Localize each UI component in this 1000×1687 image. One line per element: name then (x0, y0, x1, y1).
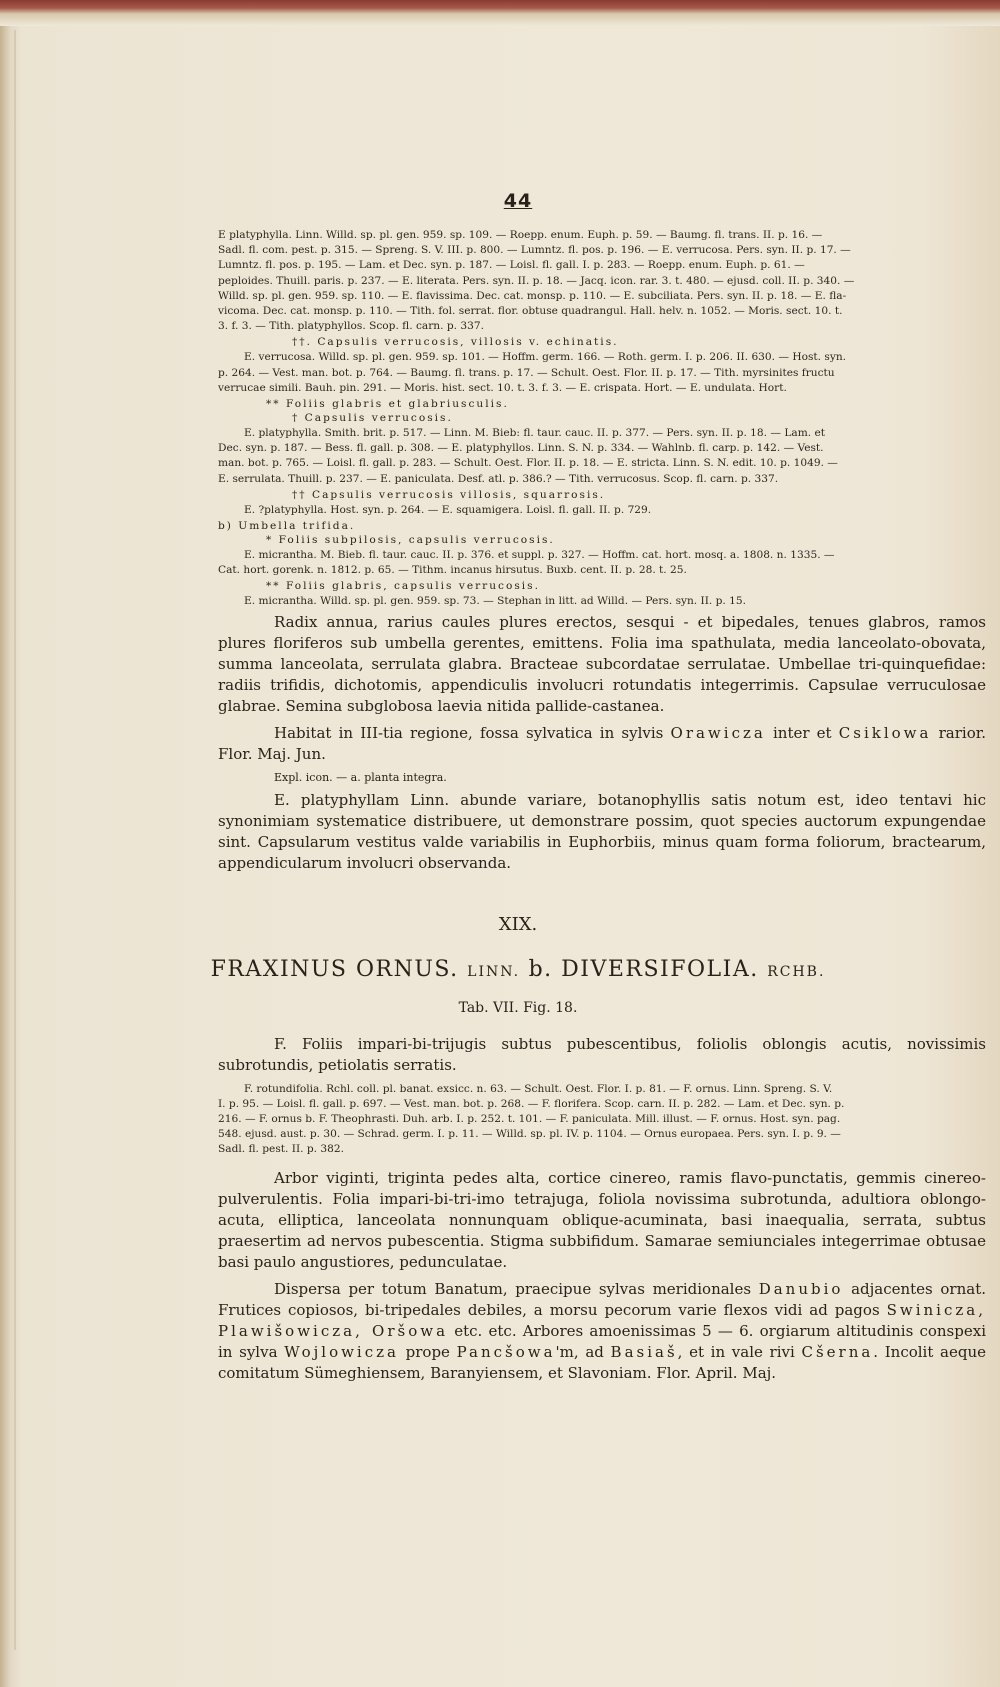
subheading: b) Umbella trifida. (218, 520, 356, 533)
description-text: Radix annua, rarius caules plures erectos, sesqui - et bipedales, tenues glabros, ramos plures floriferos sub umbella gerentes, emittens. Folia ima spathulata, media lanceolato-obovata, summa lanceolata, serrulata glabra. Bracteae subcordatae serrulatae. Umbellae tri-quinquefidae: radiis trifidis, dichotomis, appendiculis involucri rotundatis integerrimis. Capsulae verruculosae glabrae. Semina subglobosa laevia nitida pallide-castanea. (218, 612, 986, 715)
diagnosis-text: F. Foliis impari-bi-trijugis subtus pubescentibus, foliolis oblongis acutis, novissimis subrotundis, petiolatis serratis. (218, 1034, 986, 1074)
locality-name: Orawicza (670, 723, 766, 742)
description-paragraph-2 (218, 1168, 986, 1273)
syn-line: verrucae simili. Bauh. pin. 291. — Moris. hist. sect. 10. t. 3. f. 3. — E. crispata. Hort. — E. undulata. Hort. (218, 381, 787, 394)
section-number: XIX. (498, 913, 538, 935)
subheading: ** Foliis glabris, capsulis verrucosis. (266, 580, 540, 593)
syn-line: Dec. syn. p. 187. — Bess. fl. gall. p. 308. — E. platyphyllos. Linn. S. N. p. 334. — Wahlnb. fl. carp. p. 142. — Vest. (218, 442, 824, 455)
remark-text: E. platyphyllam Linn. abunde variare, botanophyllis satis notum est, ideo tentavi hic synonimiam systematice distribuere, ut demonstrare possim, quot species auctorum expungendae sint. Capsularum vestitus valde variabilis in Euphorbiis, minus quam forma foliorum, bractearum, appendicularum involucri observanda. (218, 790, 986, 872)
species-variety: b. DIVERSIFOLIA. (528, 956, 759, 982)
distribution-text: Dispersa per totum Banatum, praecipue sylvas meridionales (274, 1279, 759, 1298)
plate-reference: Tab. VII. Fig. 18. (458, 999, 578, 1016)
synonymy-block-1 (218, 228, 986, 334)
synonymy-block-6 (218, 594, 986, 609)
habitat-paragraph (218, 723, 986, 765)
diagnosis-paragraph (218, 1034, 986, 1076)
syn-line: peploides. Thuill. paris. p. 237. — E. literata. Pers. syn. II. p. 18. — Jacq. icon. rar. 3. t. 480. — ejusd. coll. II. p. 340. — (218, 274, 855, 287)
synonymy-block-4 (218, 503, 986, 518)
distribution-text: 'm, ad (555, 1342, 611, 1361)
syn-line: vicoma. Dec. cat. monsp. p. 110. — Tith. fol. serrat. flor. obtuse quadrangul. Hall. helv. n. 1052. — Moris. sect. 10. t. (218, 305, 843, 318)
syn-line: E platyphylla. Linn. Willd. sp. pl. gen. 959. sp. 109. — Roepp. enum. Euph. p. 59. — Baumg. fl. trans. II. p. 16. — (218, 229, 823, 241)
syn-line: E. serrulata. Thuill. p. 237. — E. paniculata. Desf. atl. p. 386.? — Tith. verrucosus. Scop. fl. carn. p. 337. (218, 472, 779, 485)
subheading: ** Foliis glabris et glabriusculis. (266, 398, 509, 411)
syn-line: F. rotundifolia. Rchl. coll. pl. banat. exsicc. n. 63. — Schult. Oest. Flor. I. p. 81. — F. ornus. Linn. Spreng. S. V. (244, 1082, 833, 1095)
syn-line: E. platyphylla. Smith. brit. p. 517. — Linn. M. Bieb: fl. taur. cauc. II. p. 377. — Pers. syn. II. p. 18. — Lam. et (244, 427, 826, 440)
remark-paragraph (218, 790, 986, 874)
species-name: FRAXINUS ORNUS. (210, 956, 459, 982)
syn-line: Cat. hort. gorenk. n. 1812. p. 65. — Tithm. incanus hirsutus. Buxb. cent. II. p. 28. t. 25. (218, 564, 687, 577)
locality-name: Wojlowicza (284, 1342, 399, 1361)
species-author: LINN. (467, 963, 521, 980)
description-paragraph (218, 612, 986, 717)
synonymy-block-2 (218, 350, 986, 396)
distribution-text: , et in vale rivi (677, 1342, 802, 1361)
syn-line: E. micrantha. Willd. sp. pl. gen. 959. sp. 73. — Stephan in litt. ad Willd. — Pers. syn. II. p. 15. (244, 595, 747, 608)
locality-name: Basiaš (610, 1342, 678, 1361)
distribution-text: . Incolit aeque comitatum Sümeghiensem, Baranyiensem, et Slavoniam. Flor. April. Maj. (218, 1342, 986, 1382)
syn-line: Sadl. fl. com. pest. p. 315. — Spreng. S. V. III. p. 800. — Lumntz. fl. pos. p. 196. — E. verrucosa. Pers. syn. II. p. 17. — (218, 244, 851, 257)
syn-line: 216. — F. ornus b. F. Theophrasti. Duh. arb. I. p. 252. t. 101. — F. paniculata. Mill. illust. — F. ornus. Host. syn. pag. (218, 1113, 841, 1126)
locality-name: Danubio (758, 1279, 844, 1298)
syn-line: Sadl. fl. pest. II. p. 382. (218, 1143, 344, 1156)
subheading: * Foliis subpilosis, capsulis verrucosis. (266, 534, 555, 547)
syn-line: man. bot. p. 765. — Loisl. fl. gall. p. 283. — Schult. Oest. Flor. II. p. 18. — E. stricta. Linn. S. N. edit. 10. p. 1049. — (218, 457, 838, 470)
habitat-text: Habitat in III-tia regione, fossa sylvatica in sylvis (274, 723, 671, 742)
page-content (210, 190, 987, 1390)
synonymy-block-3 (218, 426, 986, 487)
syn-line: 3. f. 3. — Tith. platyphyllos. Scop. fl. carn. p. 337. (218, 320, 484, 333)
locality-name: Pancšowa (456, 1342, 556, 1361)
synonymy-block-5 (218, 548, 986, 578)
syn-line: E. verrucosa. Willd. sp. pl. gen. 959. sp. 101. — Hoffm. germ. 166. — Roth. germ. I. p. 206. II. 630. — Host. syn. (244, 351, 847, 364)
habitat-text: inter et (765, 723, 839, 742)
syn-line: E. micrantha. M. Bieb. fl. taur. cauc. II. p. 376. et suppl. p. 327. — Hoffm. cat. hort. mosq. a. 1808. n. 1335. — (244, 549, 835, 562)
subheading: † Capsulis verrucosis. (292, 412, 453, 425)
variety-author: RCHB. (767, 963, 826, 980)
locality-name: Swinicza, Plawišowicza, Oršowa (218, 1300, 986, 1340)
species-title (128, 957, 908, 982)
distribution-paragraph (218, 1279, 986, 1384)
subheading: ††. Capsulis verrucosis, villosis v. echinatis. (292, 336, 619, 349)
distribution-text: etc. etc. Arbores amoenissimas 5 — 6. orgiarum altitudinis conspexi in sylva (218, 1321, 986, 1361)
locality-name: Cšerna (801, 1342, 874, 1361)
description-text: Arbor viginti, triginta pedes alta, cortice cinereo, ramis flavo-punctatis, gemmis cinereo-pulverulentis. Folia impari-bi-tri-imo tetrajuga, foliola novissima subrotunda, adultiora oblongo-acuta, elliptica, lanceolata nonnunquam oblique-acuminata, basi inaequalia, serrata, subtus praesertim ad nervos pubescentia. Stigma subbifidum. Samarae semiunciales integerrimae obtusae basi paulo angustiores, pedunculatae. (218, 1168, 986, 1271)
icon-explanation: Expl. icon. — a. planta integra. (274, 770, 447, 784)
syn-line: 548. ejusd. aust. p. 30. — Schrad. germ. I. p. 11. — Willd. sp. pl. IV. p. 1104. — Ornus europaea. Pers. syn. I. p. 9. — (218, 1128, 841, 1141)
syn-line: I. p. 95. — Loisl. fl. gall. p. 697. — Vest. man. bot. p. 268. — F. florifera. Scop. carn. II. p. 282. — Lam. et Dec. syn. p. (218, 1097, 845, 1110)
habitat-text: rarior. Flor. Maj. Jun. (218, 723, 987, 763)
synonymy-block-7 (218, 1082, 986, 1158)
syn-line: Lumntz. fl. pos. p. 195. — Lam. et Dec. syn. p. 187. — Loisl. fl. gall. I. p. 283. — Roepp. enum. Euph. p. 61. — (218, 259, 805, 272)
syn-line: p. 264. — Vest. man. bot. p. 764. — Baumg. fl. trans. p. 17. — Schult. Oest. Flor. II. p. 17. — Tith. myrsinites fructu (218, 366, 835, 379)
page-top-edge (0, 0, 1000, 26)
gutter-fold (14, 30, 16, 1650)
subheading: †† Capsulis verrucosis villosis, squarrosis. (292, 488, 606, 501)
syn-line: E. ?platyphylla. Host. syn. p. 264. — E. squamigera. Loisl. fl. gall. II. p. 729. (244, 503, 652, 516)
locality-name: Csiklowa (838, 723, 932, 742)
syn-line: Willd. sp. pl. gen. 959. sp. 110. — E. flavissima. Dec. cat. monsp. p. 110. — E. subciliata. Pers. syn. II. p. 18. — E. fla- (218, 289, 847, 302)
distribution-text: adjacentes ornat. Frutices copiosos, bi-tripedales debiles, a morsu pecorum varie flexos vidi ad pagos (218, 1279, 986, 1319)
page-number: 44 (503, 190, 533, 212)
distribution-text: prope (398, 1342, 457, 1361)
